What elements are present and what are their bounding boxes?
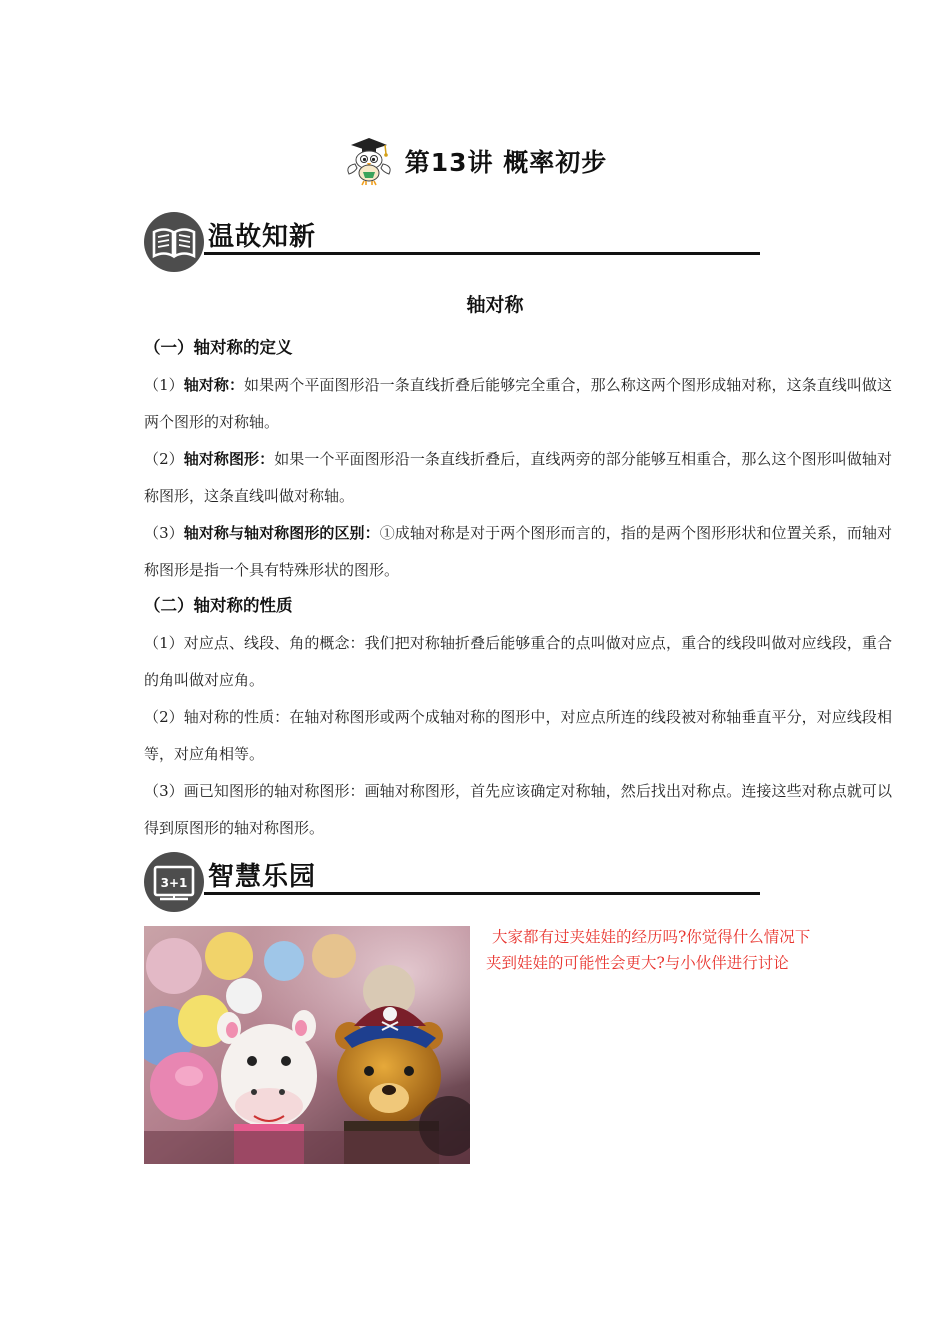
blackboard-text: 3+1	[160, 876, 188, 890]
part1-heading: （一）轴对称的定义	[144, 338, 293, 357]
property-item: （1）对应点、线段、角的概念：我们把对称轴折叠后能够重合的点叫做对应点，重合的线段叫做对应线段，重合的角叫做对应角。	[144, 634, 892, 689]
definition-text: 如果一个平面图形沿一条直线折叠后，直线两旁的部分能够互相重合，那么这个图形叫做轴对称图形，这条直线叫做对称轴。	[144, 450, 892, 505]
definition-text: 如果两个平面图形沿一条直线折叠后能够完全重合，那么称这两个图形成轴对称，这条直线叫做这两个图形的对称轴。	[144, 376, 892, 431]
property-item: （2）轴对称的性质：在轴对称图形或两个成轴对称的图形中，对应点所连的线段被对称轴垂直平分，对应线段相等，对应角相等。	[144, 708, 892, 763]
part2-heading: （二）轴对称的性质	[144, 596, 293, 615]
section-icon-circle	[144, 852, 204, 912]
definition-item: （3）轴对称与轴对称图形的区别：①成轴对称是对于两个图形而言的，指的是两个图形形状和位置关系，而轴对称图形是指一个具有特殊形状的图形。	[144, 524, 892, 579]
question-line: 夹到娃娃的可能性会更大?与小伙伴进行讨论	[486, 954, 789, 972]
topic-title: 轴对称	[466, 294, 524, 316]
definition-term: 轴对称：	[183, 376, 245, 394]
book-icon	[144, 212, 204, 272]
page-title	[0, 136, 950, 186]
content-body	[144, 331, 892, 847]
property-item: （3）画已知图形的轴对称图形：画轴对称图形，首先应该确定对称轴，然后找出对称点。连接这些对称点就可以得到原图形的轴对称图形。	[144, 782, 892, 837]
definition-term: 轴对称与轴对称图形的区别：	[183, 524, 380, 542]
blackboard-icon	[144, 852, 204, 912]
discussion-question	[486, 924, 866, 976]
plush-toys-photo	[144, 926, 470, 1164]
section-header-wisdom	[144, 852, 760, 914]
definition-item: （2）轴对称图形：如果一个平面图形沿一条直线折叠后，直线两旁的部分能够互相重合，那么这个图形叫做轴对称图形，这条直线叫做对称轴。	[144, 450, 892, 505]
section-header-review	[144, 212, 760, 274]
definition-text: ①成轴对称是对于两个图形而言的，指的是两个图形形状和位置关系，而轴对称图形是指一个具有特殊形状的图形。	[144, 524, 892, 579]
plush-toys-image	[144, 926, 470, 1164]
section-label: 温故知新	[208, 222, 317, 252]
section-label: 智慧乐园	[208, 862, 317, 892]
definition-term: 轴对称图形：	[183, 450, 275, 468]
definition-item: （1）轴对称：如果两个平面图形沿一条直线折叠后能够完全重合，那么称这两个图形成轴对称，这条直线叫做这两个图形的对称轴。	[144, 376, 892, 431]
owl-graduate-icon	[343, 136, 395, 186]
section-divider	[204, 252, 760, 255]
page-title-text: 第13讲 概率初步	[404, 148, 608, 177]
question-line: 大家都有过夹娃娃的经历吗?你觉得什么情况下	[492, 928, 811, 946]
section-divider	[204, 892, 760, 895]
section-icon-circle	[144, 212, 204, 272]
